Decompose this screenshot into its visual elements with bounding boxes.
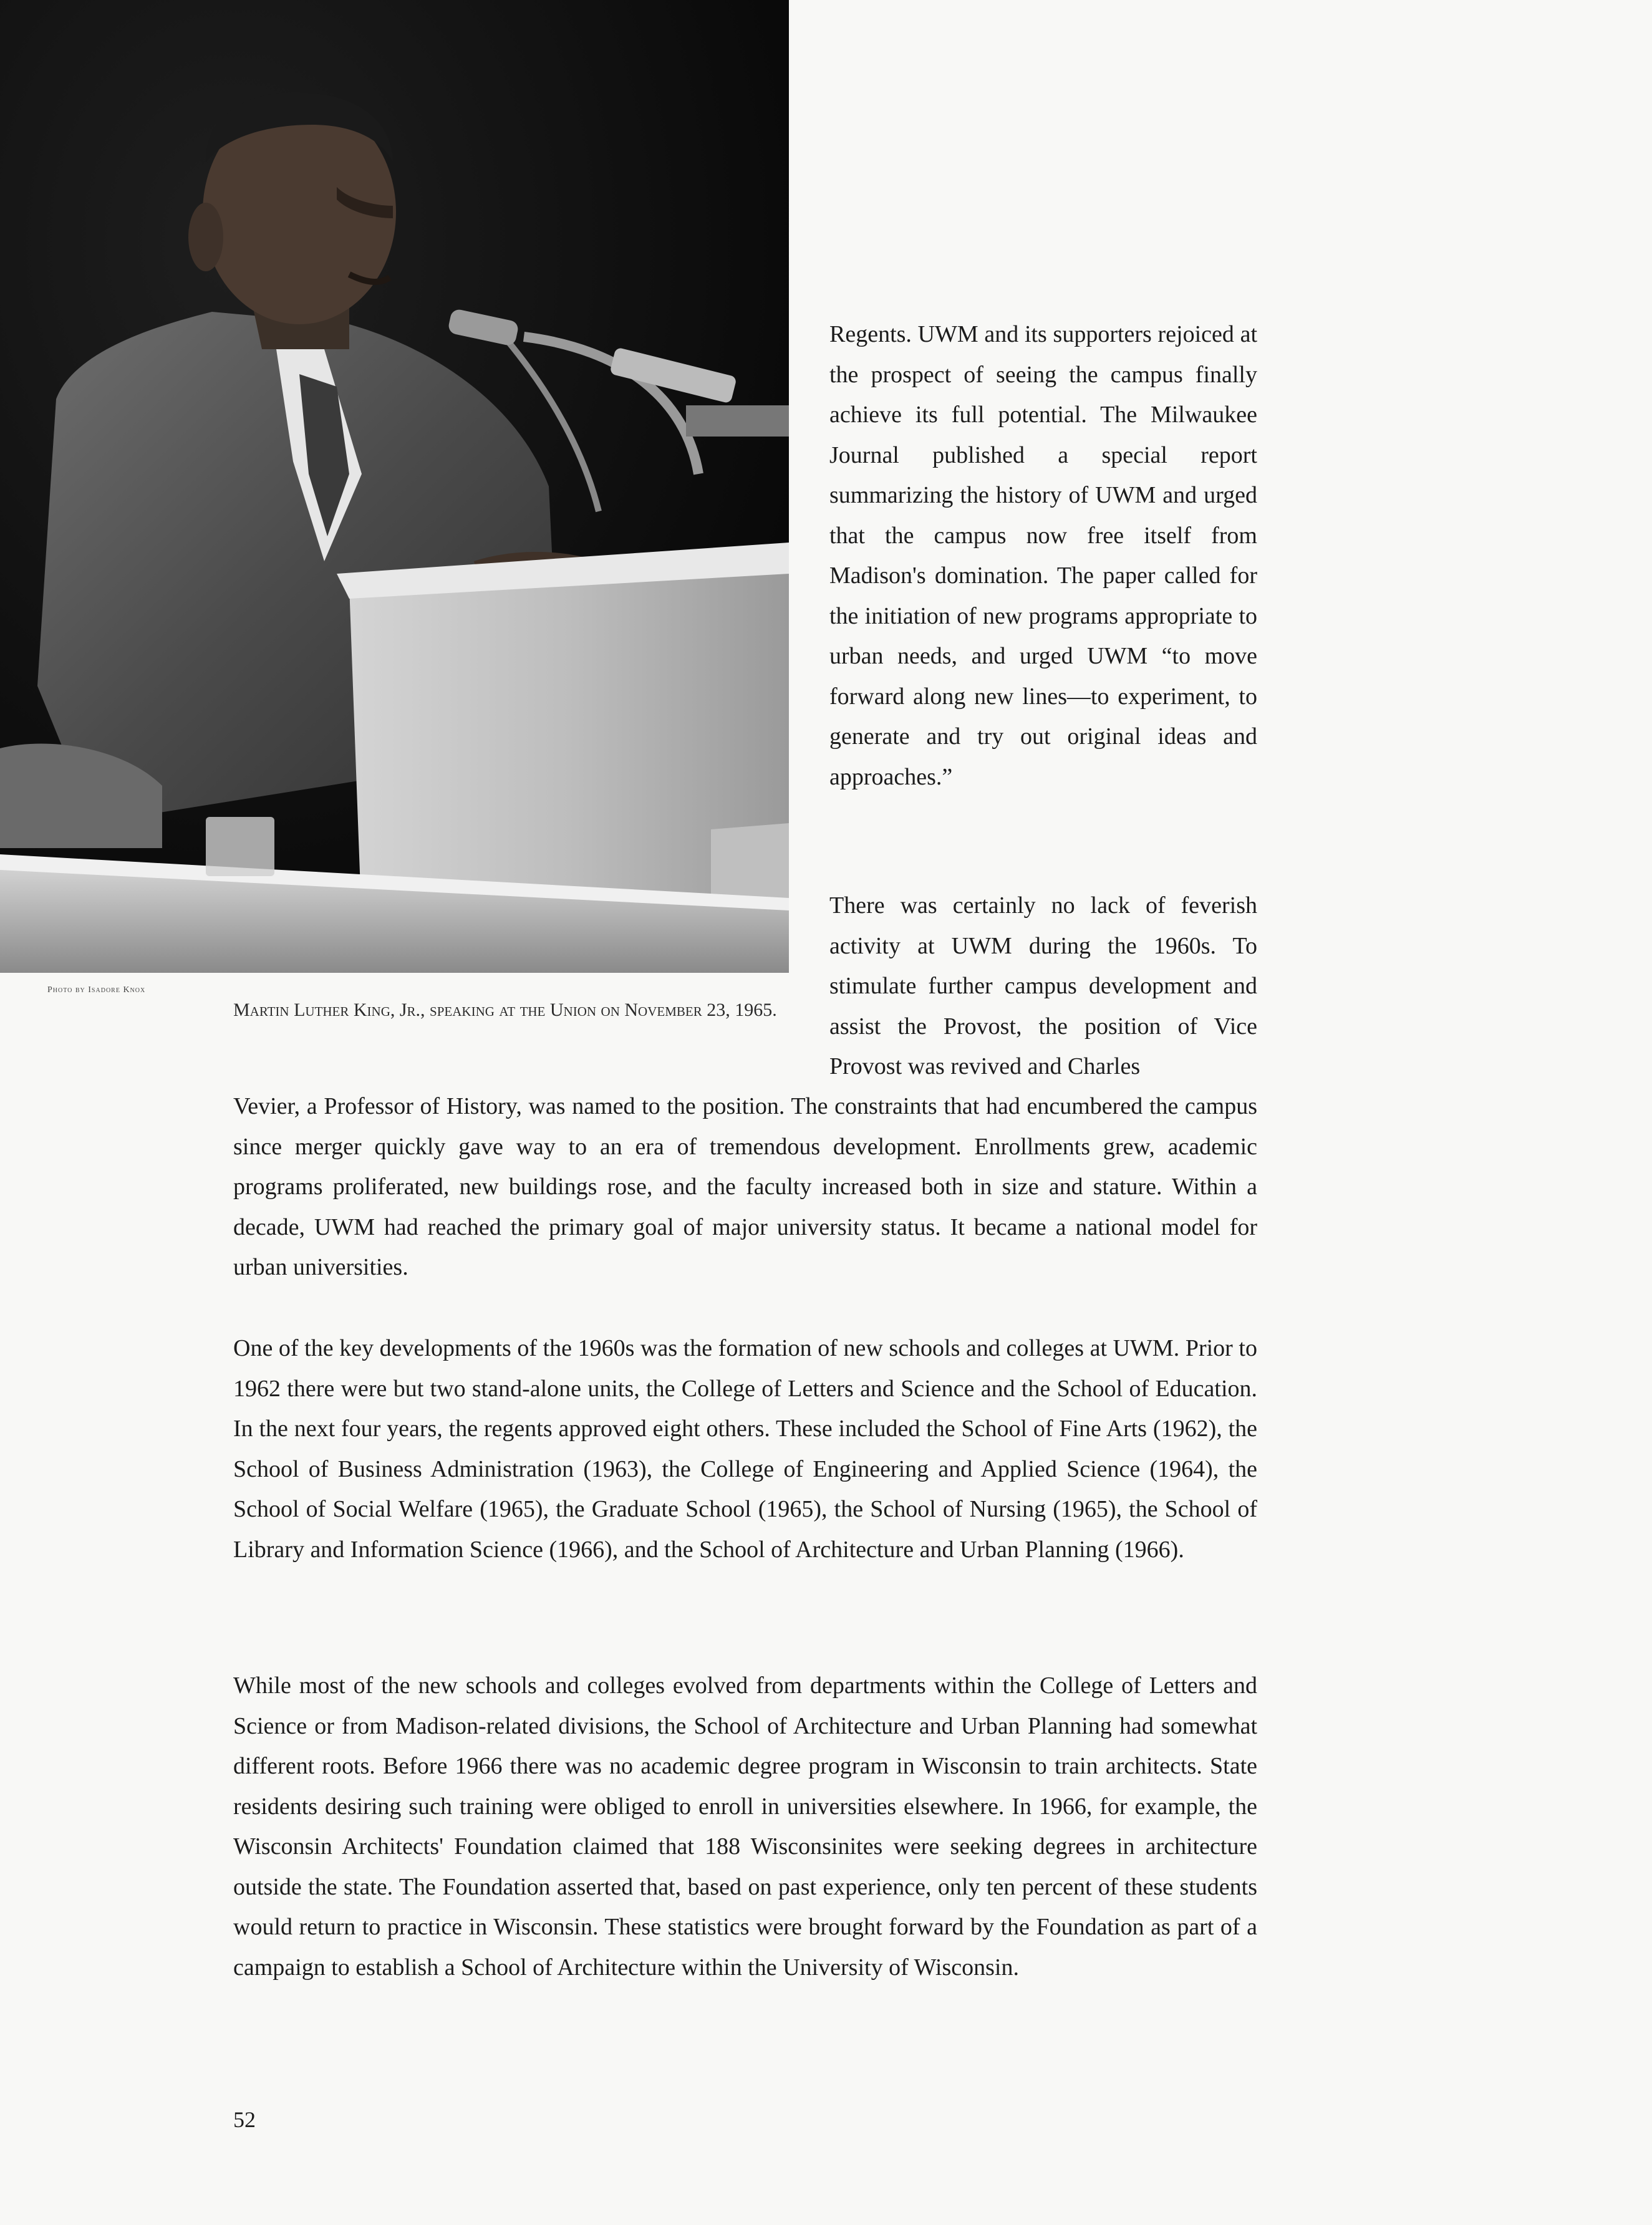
- paragraph-c-text: One of the key developments of the 1960s was the formation of new schools and colleges at UWM. Prior to 1962 there were but two stand-alone units, the College of Letters and Science and the School of Education. In the next four years, the regents approved eight others. These included the School of Fine Arts (1962), the School of Business Administration (1963), the College of Engineering and Applied Science (1964), the School of Social Welfare (1965), the Graduate School (1965), the School of Nursing (1965), the School of Library and Information Science (1966), and the School of Architecture and Urban Planning (1966).: [233, 1335, 1257, 1563]
- page-number: 52: [233, 2107, 256, 2132]
- speaker-illustration: [0, 0, 789, 973]
- photo-caption: Martin Luther King, Jr., speaking at the Union on November 23, 1965.: [233, 1000, 777, 1020]
- paragraph-a-text: Regents. UWM and its supporters rejoiced at the prospect of seeing the campus finally achieve its full potential. The Milwaukee Journal published a special report summarizing the history of UWM and urged that the campus now free itself from Madison's domination. The paper called for the initiation of new programs appropriate to urban needs, and urged UWM “to move forward along new lines—to experiment, to generate and try out original ideas and approaches.”: [829, 321, 1257, 790]
- paragraph-d: [233, 1666, 1257, 1987]
- speaker-photo: [0, 0, 789, 973]
- paragraph-b-continued: [233, 1086, 1257, 1288]
- column-paragraph-a: [829, 314, 1257, 797]
- column-paragraph-b-start: [829, 886, 1257, 1087]
- paragraph-d-text: While most of the new schools and colleges evolved from departments within the College of Letters and Science or from Madison-related divisions, the School of Architecture and Urban Planning had somewhat different roots. Before 1966 there was no academic degree program in Wisconsin to train architects. State residents desiring such training were obliged to enroll in universities elsewhere. In 1966, for example, the Wisconsin Architects' Foundation claimed that 188 Wisconsinites were seeking degrees in architecture outside the state. The Foundation asserted that, based on past experience, only ten percent of these students would return to practice in Wisconsin. These statistics were brought forward by the Foundation as part of a campaign to establish a School of Architecture within the University of Wisconsin.: [233, 1672, 1257, 1981]
- photo-credit: Photo by Isadore Knox: [47, 985, 146, 995]
- paragraph-c: [233, 1328, 1257, 1570]
- paragraph-b-start-text: There was certainly no lack of feverish activity at UWM during the 1960s. To stimulate further campus development and assist the Provost, the position of Vice Provost was revived and Charles: [829, 892, 1257, 1079]
- paragraph-b-continued-text: Vevier, a Professor of History, was named to the position. The constraints that had encumbered the campus since merger quickly gave way to an era of tremendous development. Enrollments grew, academic programs proliferated, new buildings rose, and the faculty increased both in size and stature. Within a decade, UWM had reached the primary goal of major university status. It became a national model for urban universities.: [233, 1093, 1257, 1280]
